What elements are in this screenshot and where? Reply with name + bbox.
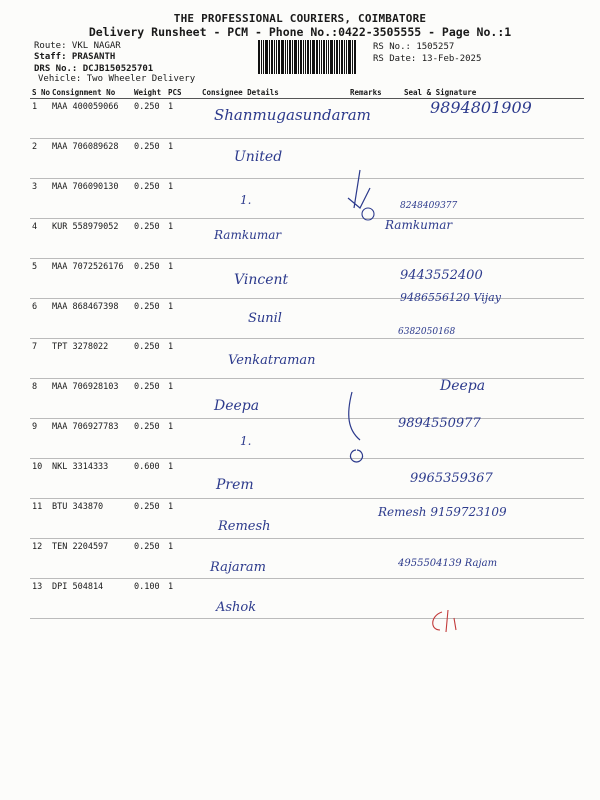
rs-date: RS Date: 13-Feb-2025 [373,54,482,64]
row-remarks-cell [348,259,402,299]
consignee-handwriting: Sunil [248,310,282,326]
row-pcs: 1 [166,299,200,339]
row-consignment-no: MAA 7072526176 [50,259,132,299]
row-pcs: 1 [166,99,200,139]
row-consignment-no: MAA 706090130 [50,179,132,219]
consignee-handwriting: 1. [240,193,252,207]
row-weight: 0.250 [132,339,166,379]
row-seal-cell [402,339,584,379]
barcode [258,40,366,74]
consignee-handwriting: Shanmugasundaram [214,106,371,124]
col-consignment: Consignment No [50,87,132,99]
row-sno: 8 [30,379,50,419]
row-sno: 6 [30,299,50,339]
col-remarks: Remarks [348,87,402,99]
row-weight: 0.600 [132,459,166,499]
row-pcs: 1 [166,579,200,619]
row-consignment-no: DPI 504814 [50,579,132,619]
row-consignment-no: MAA 706089628 [50,139,132,179]
signature-handwriting: 9894550977 [398,416,481,431]
signature-handwriting: Deepa [440,377,486,394]
col-weight: Weight [132,87,166,99]
row-remarks-cell [348,339,402,379]
row-consignment-no: MAA 706928103 [50,379,132,419]
table-row [30,379,584,419]
row-sno: 1 [30,99,50,139]
row-remarks-cell [348,539,402,579]
consignee-handwriting: Deepa [214,397,260,414]
col-sno: S No [32,88,50,97]
table-row [30,139,584,179]
col-seal: Seal & Signature [402,87,584,99]
row-pcs: 1 [166,419,200,459]
row-pcs: 1 [166,139,200,179]
consignee-handwriting: Rajaram [210,559,266,575]
row-weight: 0.250 [132,219,166,259]
row-pcs: 1 [166,179,200,219]
consignee-handwriting: Venkatraman [228,353,316,368]
row-remarks-cell [348,299,402,339]
row-consignment-no: NKL 3314333 [50,459,132,499]
consignee-handwriting: Ramkumar [214,227,282,242]
row-pcs: 1 [166,459,200,499]
row-weight: 0.250 [132,259,166,299]
consignee-handwriting: Vincent [234,272,289,288]
signature-handwriting: 9894801909 [430,98,532,117]
row-consignee-cell [200,179,348,219]
remarks-scribble-9 [342,390,372,465]
signature-handwriting: Remesh 9159723109 [378,505,507,519]
row-consignment-no: TPT 3278022 [50,339,132,379]
row-weight: 0.250 [132,299,166,339]
signature-handwriting: 9965359367 [410,470,493,486]
row-weight: 0.100 [132,579,166,619]
route-label: Route: VKL NAGAR [34,41,121,51]
signature-handwriting: 8248409377 [400,201,458,211]
seal-scribble-13 [424,608,464,634]
rs-number: RS No.: 1505257 [373,42,455,52]
row-pcs: 1 [166,259,200,299]
signature-handwriting: 9486556120 Vijay [400,290,501,304]
table-row [30,419,584,459]
row-consignment-no: BTU 343870 [50,499,132,539]
table-row [30,459,584,499]
row-sno: 2 [30,139,50,179]
table-header-row [30,87,584,99]
row-seal-cell [402,139,584,179]
row-sno: 11 [30,499,50,539]
row-consignment-no: MAA 868467398 [50,299,132,339]
consignee-handwriting: 1. [240,434,252,448]
row-sno: 3 [30,179,50,219]
signature-handwriting: 4955504139 Rajam [398,557,498,569]
row-pcs: 1 [166,219,200,259]
runsheet-subtitle: Delivery Runsheet - PCM - Phone No.:0422-3505555 - Page No.:1 [88,25,512,39]
row-pcs: 1 [166,379,200,419]
table-row [30,299,584,339]
row-weight: 0.250 [132,179,166,219]
consignee-handwriting: United [234,148,283,165]
row-weight: 0.250 [132,539,166,579]
col-consignee: Consignee Details [200,87,348,99]
row-weight: 0.250 [132,139,166,179]
consignee-handwriting: Ashok [216,600,257,615]
table-row [30,579,584,619]
row-weight: 0.250 [132,419,166,459]
consignee-handwriting: Prem [216,476,254,493]
company-title: THE PROFESSIONAL COURIERS, COIMBATORE [173,12,427,25]
row-weight: 0.250 [132,99,166,139]
consignee-handwriting: Remesh [218,519,271,534]
table-row [30,539,584,579]
vehicle-label: Vehicle: Two Wheeler Delivery [38,74,196,84]
row-consignment-no: MAA 706927783 [50,419,132,459]
row-sno: 7 [30,339,50,379]
signature-handwriting: 6382050168 [398,327,456,337]
row-weight: 0.250 [132,499,166,539]
row-sno: 10 [30,459,50,499]
row-consignment-no: MAA 400059066 [50,99,132,139]
row-consignee-cell [200,419,348,459]
row-sno: 4 [30,219,50,259]
row-pcs: 1 [166,339,200,379]
signature-handwriting: 9443552400 [400,268,483,283]
row-seal-cell [402,179,584,219]
staff-label: Staff: PRASANTH [34,52,116,62]
row-sno: 12 [30,539,50,579]
row-sno: 13 [30,579,50,619]
row-pcs: 1 [166,499,200,539]
table-row [30,179,584,219]
row-sno: 9 [30,419,50,459]
row-consignment-no: TEN 2204597 [50,539,132,579]
signature-handwriting: Ramkumar [385,217,453,232]
row-sno: 5 [30,259,50,299]
col-pcs: PCS [166,87,200,99]
remarks-scribble-3 [340,168,380,223]
row-weight: 0.250 [132,379,166,419]
table-row [30,219,584,259]
row-consignment-no: KUR 558979052 [50,219,132,259]
row-pcs: 1 [166,539,200,579]
row-remarks-cell [348,579,402,619]
row-seal-cell [402,379,584,419]
drs-number: DRS No.: DCJB150525701 [34,64,154,74]
